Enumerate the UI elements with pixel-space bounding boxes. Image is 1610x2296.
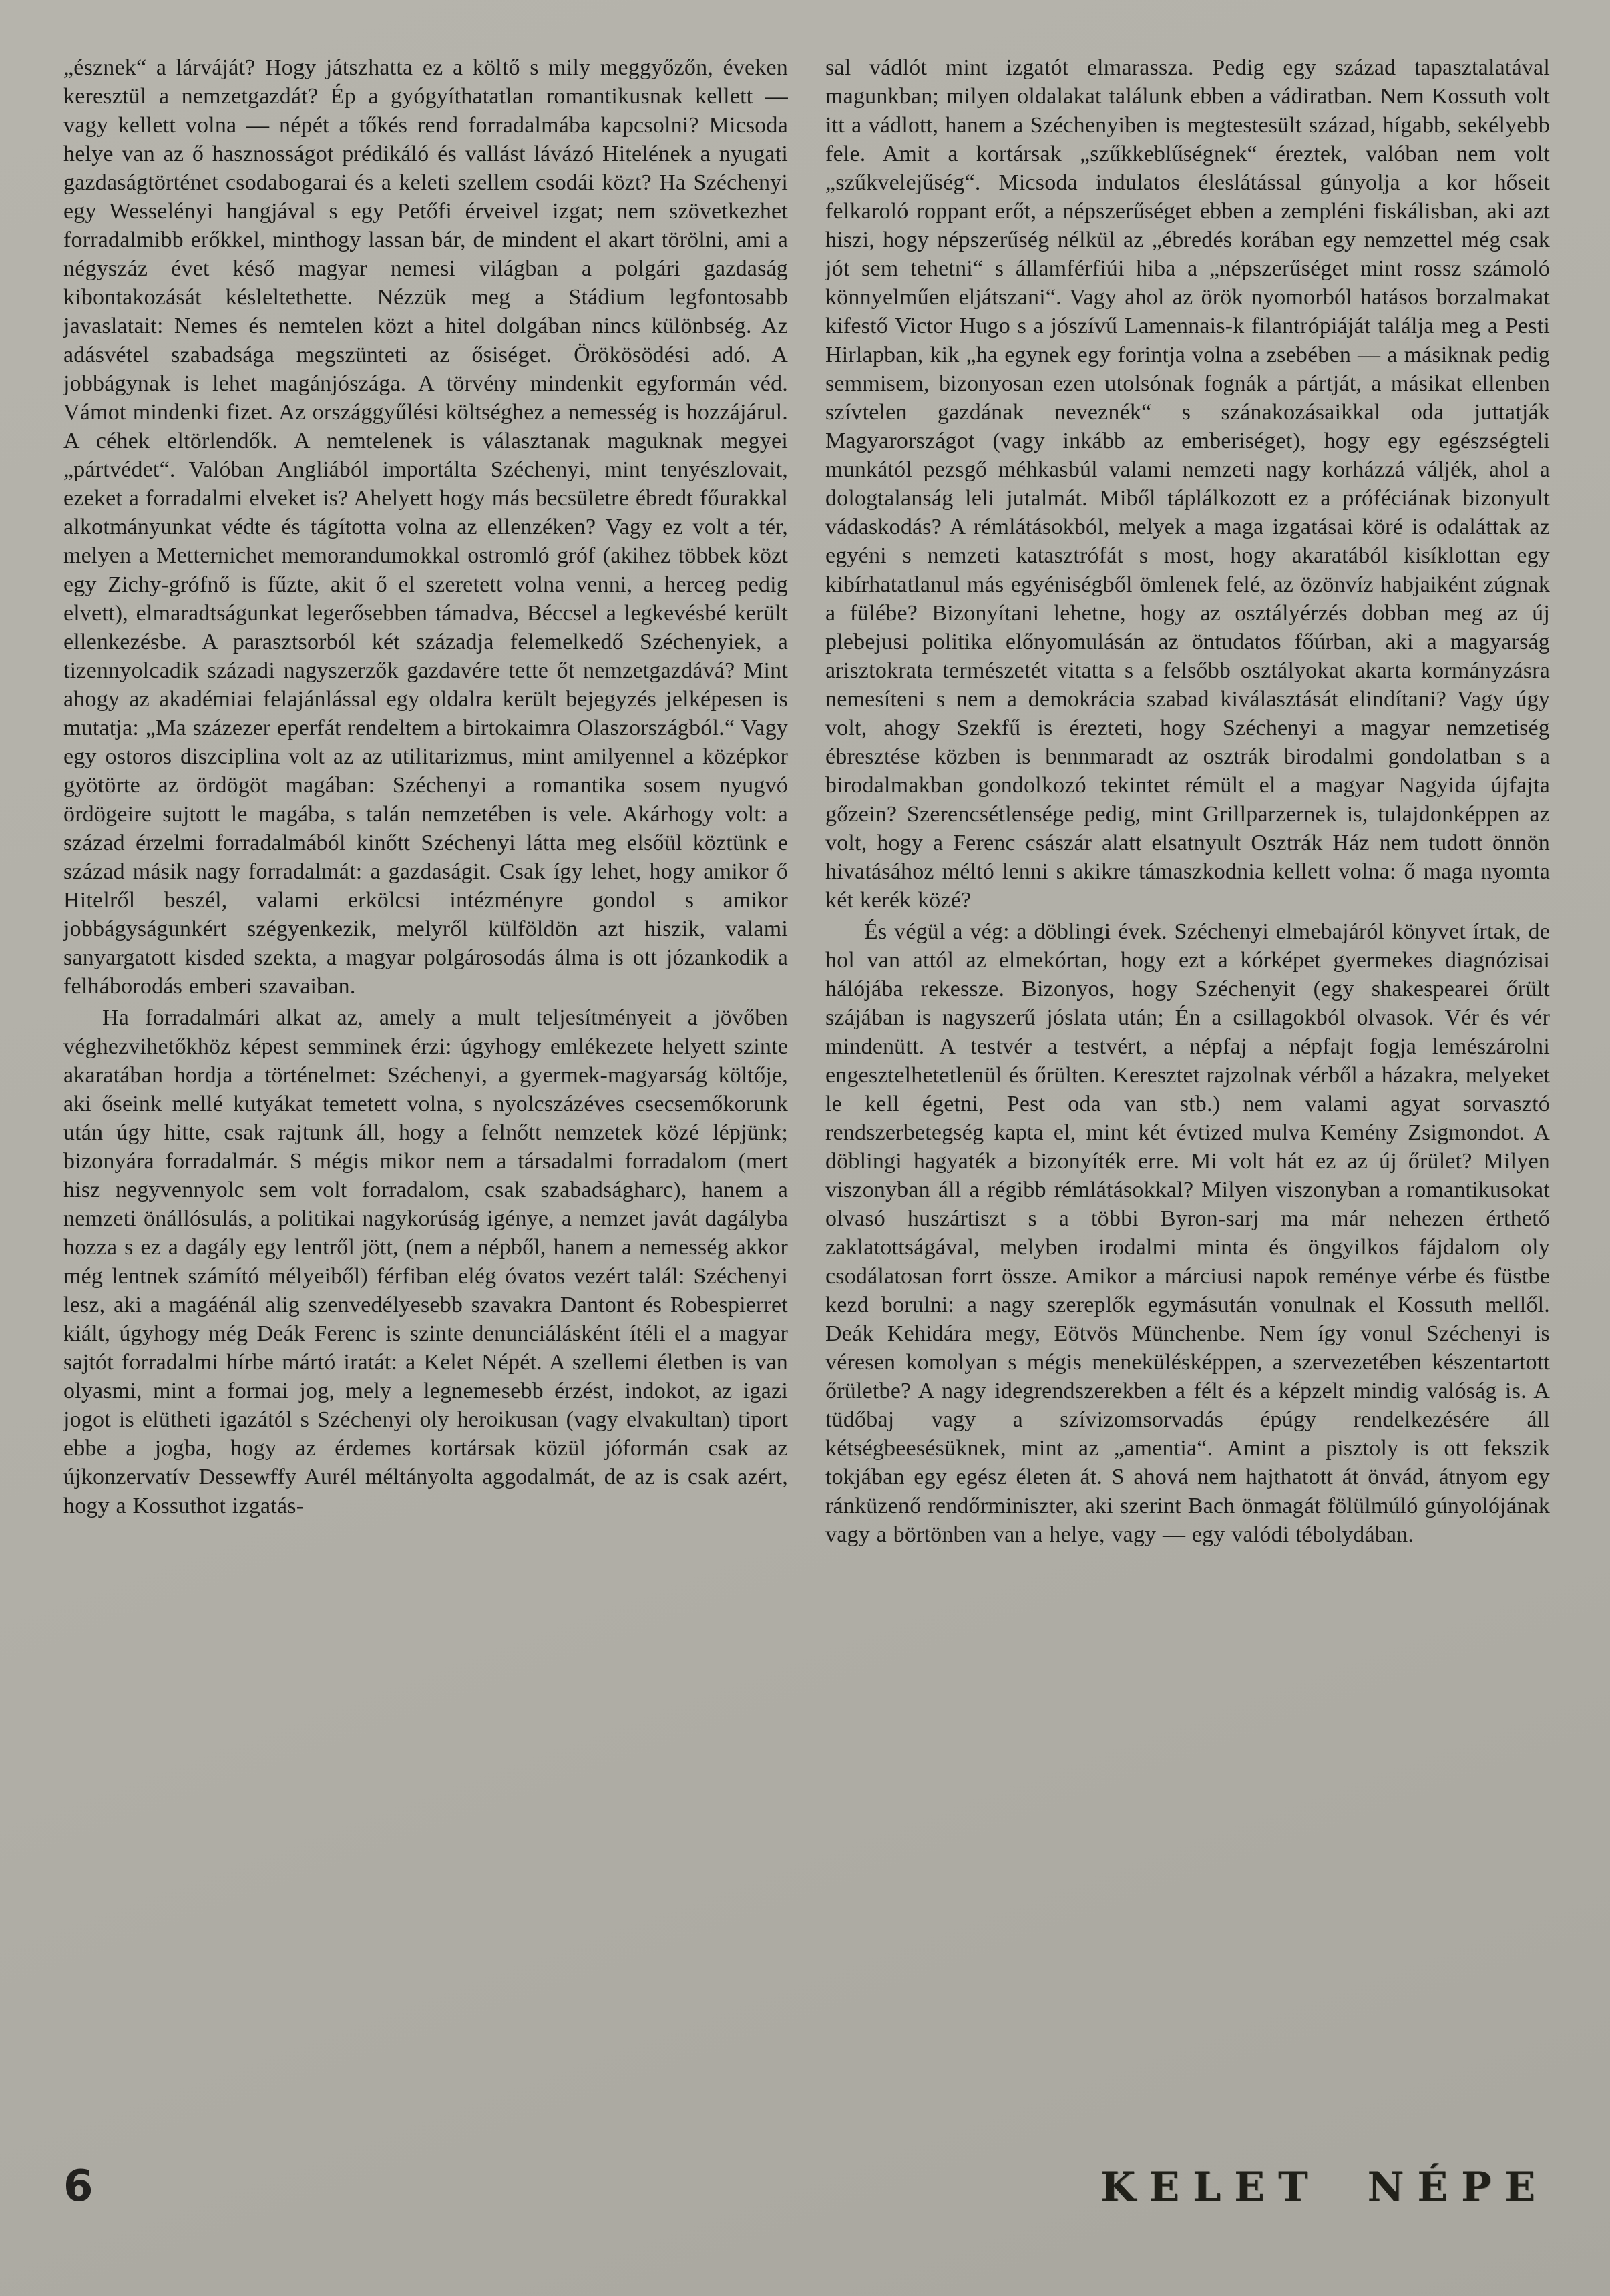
page-footer (63, 2162, 1549, 2211)
body-text-paragraph: sal vádlót mint izgatót elmarassza. Pedig egy század tapasztalatával magunkban; milyen oldalakat találunk ebben a vádiratban. Nem Kossuth volt itt a vádlott, hanem a Széchenyiben is megtestesült század, hígabb, sekélyebb fele. Amit a kortársak „szűkkeblűségnek“ éreztek, valóban nem volt „szűkvelejűség“. Micsoda indulatos éleslátással gúnyolja a kor hőseit felkaroló roppant erőt, a népszerűséget ebben a zempléni fiskálisban, aki azt hiszi, hogy népszerűség nélkül az „ébredés korában egy nemzettel még csak jót sem tehetni“ s államférfiúi hiba a „népszerűséget mint rossz számoló könnyelműen eljátszani“. Vagy ahol az örök nyomorból hatásos borzalmakat kifestő Victor Hugo s a jószívű Lamennais-k filantrópiáját találja meg a Pesti Hirlapban, kik „ha egynek egy forintja volna a zsebében — a másiknak pedig semmisem, bizonyosan ezen utolsónak fognák a pártját, a másikat ellenben szívtelen gazdának neveznék“ s szánakozásaikkal oda juttatják Magyarországot (vagy inkább az emberiséget), hogy egy egészségteli munkától pezsgő méhkasbúl valami nemzeti nagy korházzá váljék, ahol a dologtalanság leli jutalmát. Miből táplálkozott ez a próféciának bizonyult vádaskodás? A rémlátásokból, melyek a maga izgatásai köré is odaláttak az egyéni s nemzeti katasztrófát s most, hogy akaratából kisíklottan egy kibírhatatlanul más egyéniségből ömlenek felé, az özönvíz habjaiként zúgnak a fülébe? Bizonyítani lehetne, hogy az osztályérzés dobban meg az új plebejusi politika előnyomulásán az öntudatos főúrban, aki a magyarság arisztokrata természetét vitatta s a felsőbb osztályokat akarta kormányzásra nemesíteni s nem a demokrácia szabad kiválasztását elindítani? Vagy úgy volt, ahogy Szekfű is érezteti, hogy Széchenyi a magyar nemzetiség ébresztése közben is bennmaradt az osztrák birodalmi gondolatban s a birodalmakban gondolkozó tekintet rémült el a magyar Nagyida újfajta gőzein? Szerencsétlensége pedig, mint Grillparzernek is, tulajdonképpen az volt, hogy a Ferenc császár alatt elsatnyult Osztrák Ház nem tudott önnön hivatásához méltó lenni s akikre támaszkodnia kellett volna: ő maga nyomta két kerék közé? (825, 55, 1550, 913)
right-column (825, 53, 1550, 1549)
text-area (63, 53, 1550, 1549)
body-text-paragraph: „észnek“ a lárváját? Hogy játszhatta ez a költő s mily meggyőzőn, éveken keresztül a nemzetgazdát? Ép a gyógyíthatatlan romantikusnak kellett — vagy kellett volna — népét a tőkés rend forradalmába kapcsolni? Micsoda helye van az ő hasznosságot prédikáló és vallást lávázó Hitelének a nyugati gazdaságtörténet csodabogarai és a keleti szellem csodái közt? Ha Széchenyi egy Wesselényi hangjával s egy Petőfi érveivel izgat; nem szövetkezhet forradalmibb erőkkel, minthogy lassan bár, de mindent el akart törölni, ami a négyszáz évet késő magyar nemesi világban a polgári gazdaság kibontakozását késleltethette. Nézzük meg a Stádium legfontosabb javaslatait: Nemes és nemtelen közt a hitel dolgában nincs különbség. Az adásvétel szabadsága megszünteti az ősiséget. Örökösödési adó. A jobbágynak is lehet magánjószága. A törvény mindenkit egyformán véd. Vámot mindenki fizet. Az országgyűlési költséghez a nemesség is hozzájárul. A céhek eltörlendők. A nemtelenek is választanak maguknak megyei „pártvédet“. Valóban Angliából importálta Széchenyi, mint tenyészlovait, ezeket a forradalmi elveket is? Ahelyett hogy más becsületre ébredt főurakkal alkotmányunkat védte és tágította volna az ellenzéken? Vagy ez volt a tér, melyen a Metternichet memorandumokkal ostromló gróf (akihez többek közt egy Zichy-grófnő is fűzte, akit ő el szeretett volna venni, a herceg pedig elvett), elmaradtságunkat legerősebben támadva, Béccsel a legkevésbé került ellenkezésbe. A parasztsorból két századja felemelkedő Széchenyiek, a tizennyolcadik századi nagyszerzők gazdavére tette őt nemzetgazdává? Mint ahogy az akadémiai felajánlással egy oldalra került bejegyzés jelképesen is mutatja: „Ma százezer eperfát rendeltem a birtokaimra Olaszországból.“ Vagy egy ostoros diszciplina volt az az utilitarizmus, mint amilyennel a középkor gyötörte az ördögöt magában: Széchenyi a romantika sosem nyugvó ördögeire sujtott le magába, s talán nemzetében is vele. Akárhogy volt: a század érzelmi forradalmából kinőtt Széchenyi látta meg elsőül köztünk e század másik nagy forradalmát: a gazdaságit. Csak így lehet, hogy amikor ő Hitelről beszél, valami erkölcsi intézményre gondol s amikor jobbágyságunkért szégyenkezik, melyről külföldön azt hiszik, valami sanyargatott kisded szekta, a magyar polgárosodás álma is ott józankodik a felháborodás emberi szavaiban. (63, 55, 788, 999)
page-number: 6 (63, 2162, 93, 2211)
two-column-layout (63, 53, 1550, 1549)
body-text-paragraph: Ha forradalmári alkat az, amely a mult teljesítményeit a jövőben véghezvihetőkhöz képest semminek érzi: úgyhogy emlékezete helyett szinte akaratában hordja a történelmet: Széchenyi, a gyermek-magyarság költője, aki őseink mellé kutyákat temetett volna, s nyolcszázéves csecsemőkorunk után úgy hitte, csak rajtunk áll, hogy a felnőtt nemzetek közé lépjünk; bizonyára forradalmár. S mégis mikor nem a társadalmi forradalom (mert hisz negyvennyolc sem volt forradalom, csak szabadságharc), hanem a nemzeti önállósulás, a politikai nagykorúság igénye, a nemzet javát dagályba hozza s ez a dagály egy lentről jött, (nem a népből, hanem a nemesség akkor még lentnek számító mélyeiből) férfiban elég óvatos vezért talál: Széchenyi lesz, aki a magáénál alig szenvedélyesebb szavakra Dantont és Robespierret kiált, úgyhogy még Deák Ferenc is szinte denunciálásként ítéli el a magyar sajtót forradalmi hírbe mártó iratát: a Kelet Népét. A szellemi életben is van olyasmi, mint a formai jog, mely a legnemesebb érzést, indokot, az igazi jogot is elütheti igazától s Széchenyi oly heroikusan (vagy elvakultan) tiport ebbe a jogba, hogy az érdemes kortársak közül jóformán csak az újkonzervatív Dessewffy Aurél méltányolta aggodalmát, de az is csak azért, hogy a Kossuthot izgatás- (63, 1005, 788, 1518)
journal-title: KELET NÉPE (1100, 2164, 1549, 2211)
left-column (63, 53, 788, 1549)
body-text-paragraph: És végül a vég: a döblingi évek. Széchenyi elmebajáról könyvet írtak, de hol van attól az elmekórtan, hogy ezt a kórképet gyermekes diagnózisai hálójába rekessze. Bizonyos, hogy Széchenyit (egy shakespearei őrült szájában is nagyszerű jóslata után; Én a csillagokból olvasok. Vér és vér mindenütt. A testvér a testvért, a népfaj a népfajt fogja lemészárolni engesztelhetetlenül és őrülten. Keresztet rajzolnak vérből a házakra, melyeket le kell égetni, Pest oda van stb.) nem valami agyat sorvasztó rendszerbetegség kapta el, mint két évtized mulva Kemény Zsigmondot. A döblingi hagyaték a bizonyíték erre. Mi volt hát ez az új őrület? Milyen viszonyban áll a régibb rémlátásokkal? Milyen viszonyban a romantikusokat olvasó huszártiszt s a többi Byron-sarj ma már nehezen érthető zaklatottságával, melyben irodalmi minta és öngyilkos fájdalom oly csodálatosan forrt össze. Amikor a márciusi napok reménye vérbe és füstbe kezd borulni: a nagy szereplők egymásután vonulnak el Kossuth mellől. Deák Kehidára megy, Eötvös Münchenbe. Nem így vonul Széchenyi is véresen komolyan s mégis menekülésképpen, a szervezetében készentartott őrületbe? A nagy idegrendszerekben a félt és a képzelt mindig valóság is. A tüdőbaj vagy a szívizomsorvadás épúgy rendelkezésére áll kétségbeesésüknek, mint az „amentia“. Amint a pisztoly is ott fekszik tokjában egy egész életen át. S ahová nem hajthatott át önvád, átnyom egy ránküzenő rendőrminiszter, aki szerint Bach önmagát fölülmúló gúnyolójának vagy a börtönben van a helye, vagy — egy valódi tébolydában. (825, 919, 1550, 1547)
